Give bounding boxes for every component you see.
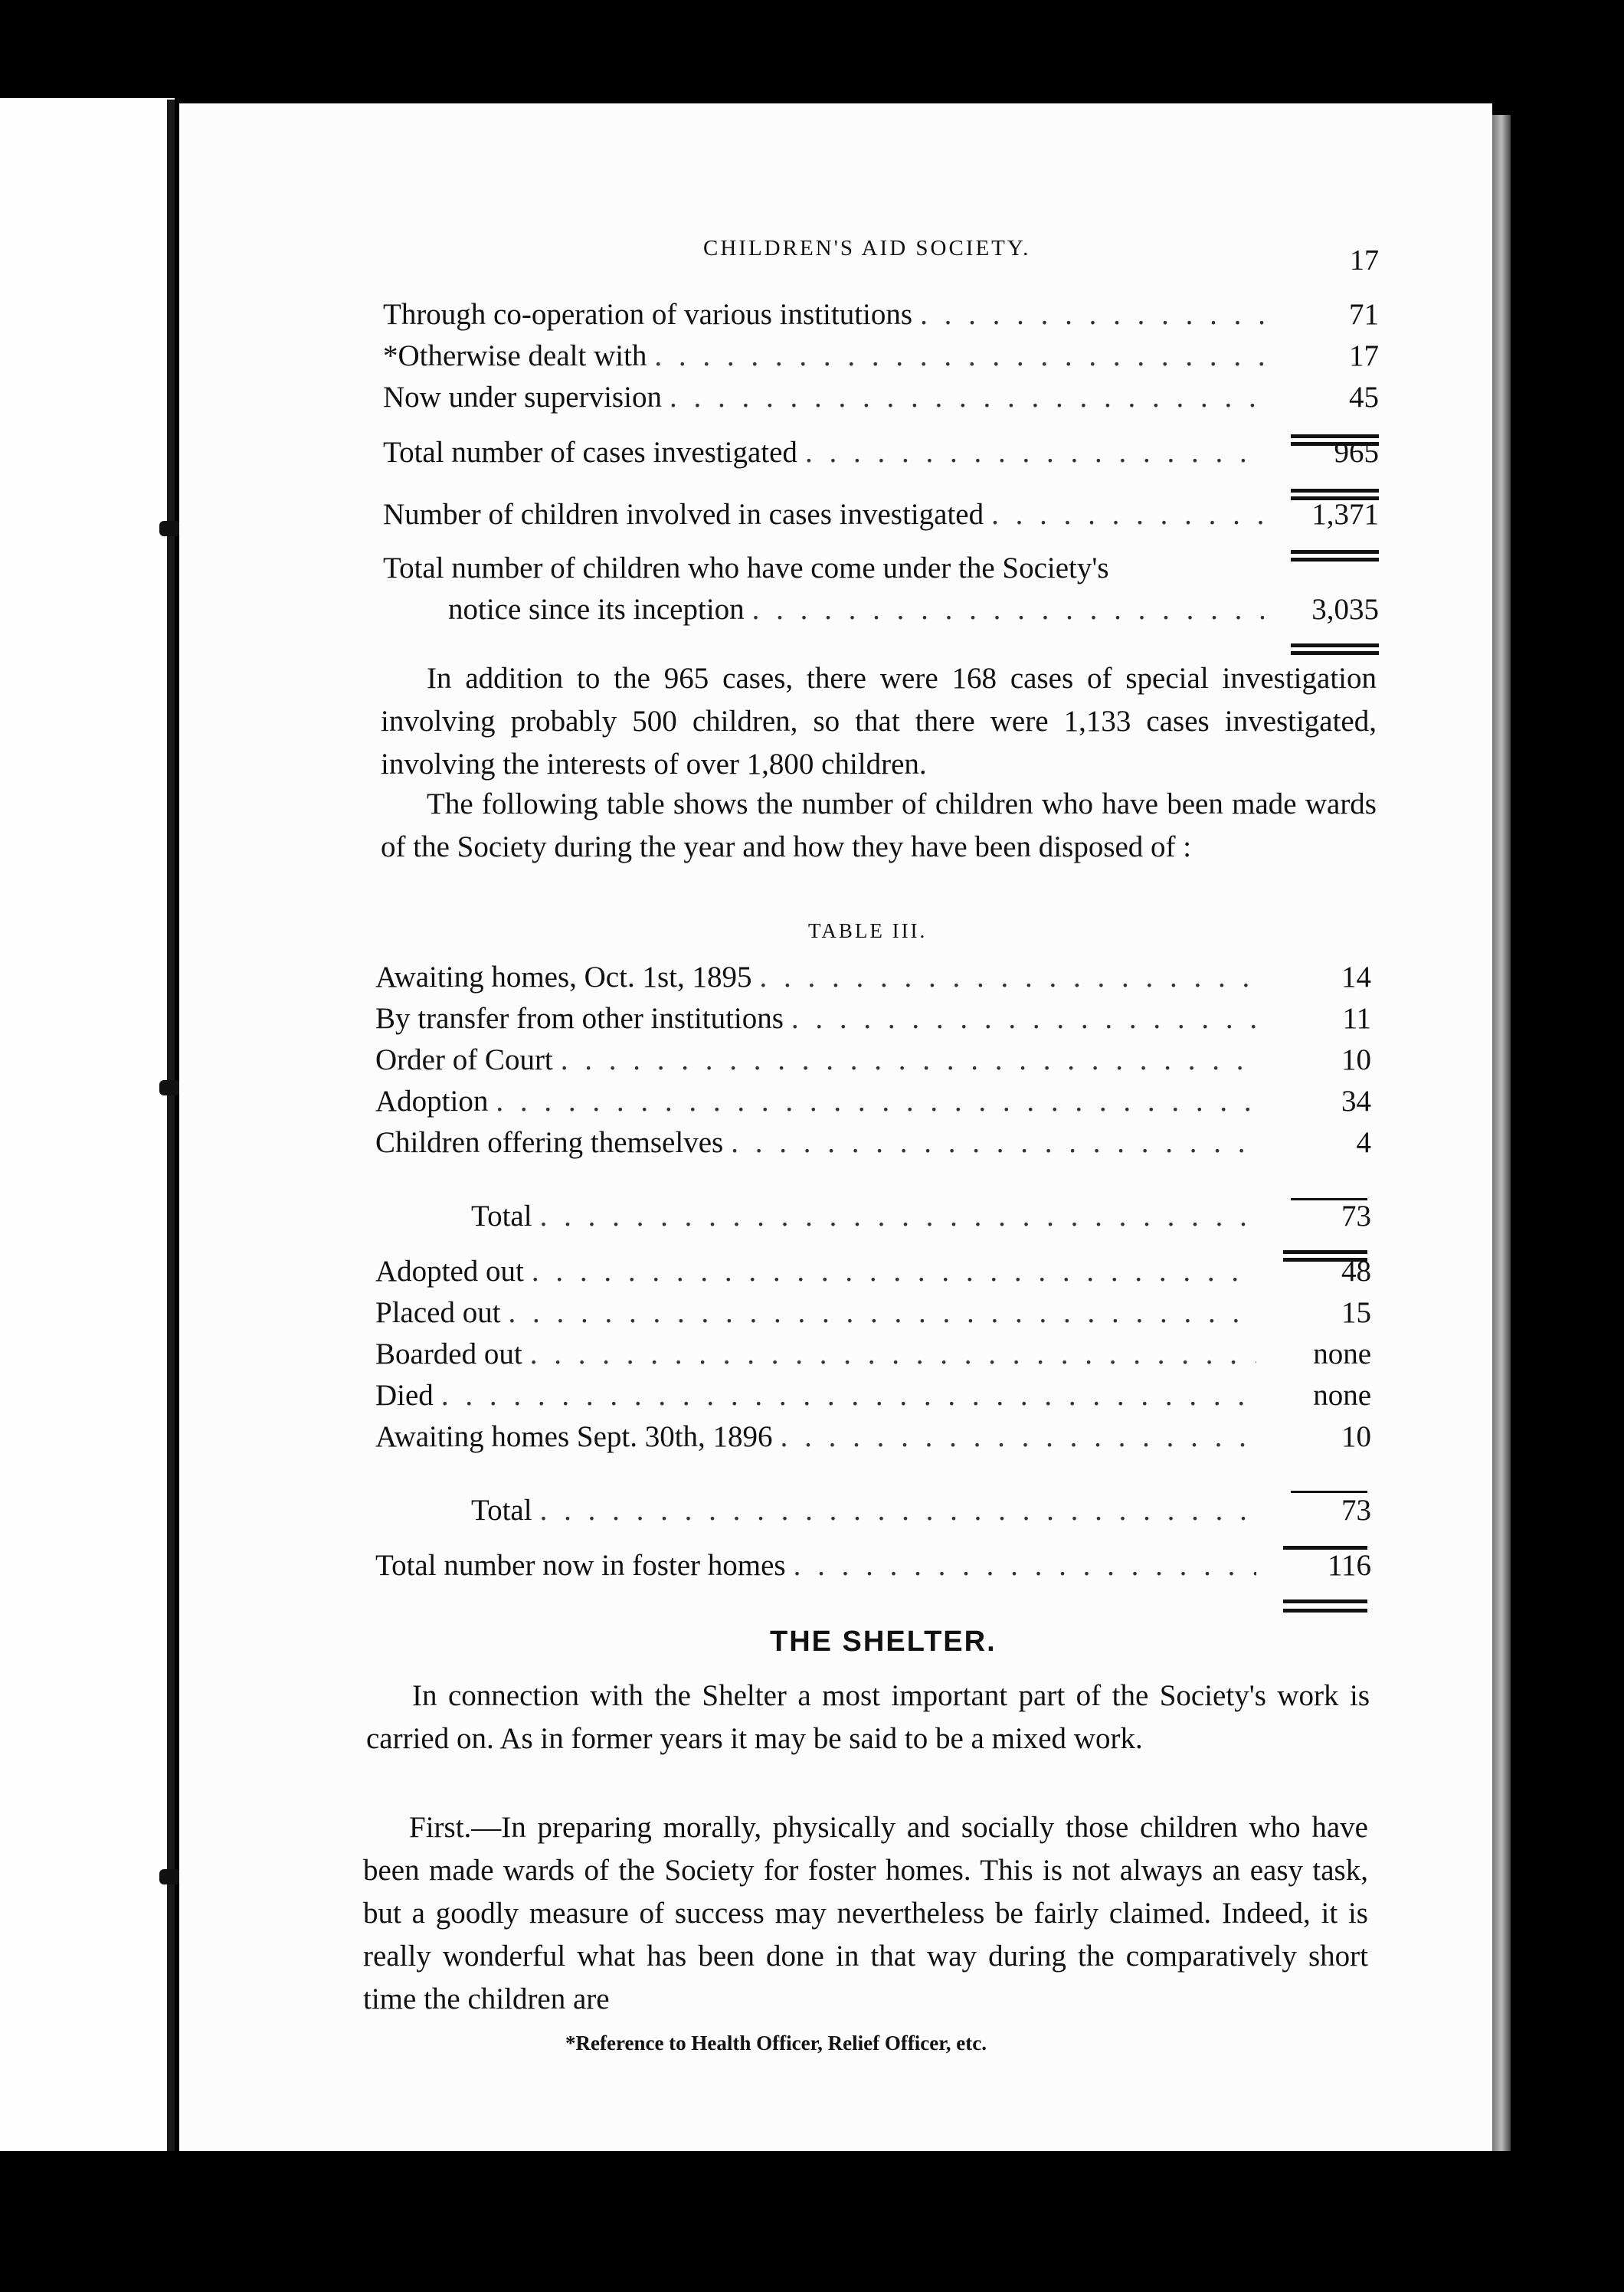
page-number: 17 xyxy=(1350,244,1379,277)
rule xyxy=(1283,1609,1367,1613)
page-edge xyxy=(1492,115,1511,2153)
paragraph: First.—In preparing morally, physically and socially those children who have been made wards of the Society for foster homes. This is not always an easy task, but a goodly measure of success may nevertheless be fairly claimed. Indeed, it is really wonderful what has been done in that way during the comparatively short time the children are xyxy=(363,1811,1368,2015)
paragraph: The following table shows the number of children who have been made wards of the Society during the year and how they have been disposed of : xyxy=(381,787,1377,863)
table-row: Order of Court . . . 10 xyxy=(375,1042,1371,1079)
table-title: TABLE III. xyxy=(808,919,928,942)
binding-gutter xyxy=(167,100,175,2153)
summary-row: Total number of cases investigated . . . 965 xyxy=(383,434,1379,471)
footnote: *Reference to Health Officer, Relief Officer, etc. xyxy=(565,2032,987,2055)
table-row: Boarded out . . . none xyxy=(375,1336,1371,1373)
table-row: Awaiting homes, Oct. 1st, 1895 . . . 14 xyxy=(375,959,1371,996)
table-total-row: Total number now in foster homes . . . 116 xyxy=(375,1547,1371,1584)
binding-stitch xyxy=(159,1869,181,1884)
table-row: Adopted out . . . 48 xyxy=(375,1253,1371,1290)
paragraph: In connection with the Shelter a most important part of the Society's work is carried on. As in former years it may be said to be a mixed work. xyxy=(366,1679,1370,1755)
summary-row: notice since its inception . . . 3,035 xyxy=(448,591,1379,628)
table-row: Adoption . . . 34 xyxy=(375,1083,1371,1120)
left-page-sliver xyxy=(0,98,175,2151)
running-title: CHILDREN'S AID SOCIETY. xyxy=(703,236,1031,260)
section-heading: THE SHELTER. xyxy=(770,1626,997,1658)
table-row: By transfer from other institutions . . . 11 xyxy=(375,1000,1371,1037)
paragraph: In addition to the 965 cases, there were 168 cases of special investigation involving probably 500 children, so that there were 1,133 cases investigated, involving the interests of over 1,800 children. xyxy=(381,662,1377,781)
summary-row: Now under supervision . . . 45 xyxy=(383,379,1379,416)
table-row: Children offering themselves . . . 4 xyxy=(375,1125,1371,1161)
table-total-row: Total . . . 73 xyxy=(471,1198,1371,1235)
summary-row: *Otherwise dealt with . . . 17 xyxy=(383,338,1379,375)
summary-row: Total number of children who have come under the Society's xyxy=(383,552,1109,584)
table-row: Placed out . . . 15 xyxy=(375,1295,1371,1331)
binding-stitch xyxy=(159,1080,181,1095)
table-row: Died . . . none xyxy=(375,1377,1371,1414)
table-total-row: Total . . . 73 xyxy=(471,1492,1371,1529)
binding-stitch xyxy=(159,521,181,536)
summary-row: Through co-operation of various institutions . . . 71 xyxy=(383,296,1379,333)
table-row: Awaiting homes Sept. 30th, 1896 . . . 10 xyxy=(375,1419,1371,1455)
rule xyxy=(1283,1599,1367,1603)
summary-row: Number of children involved in cases investigated . . . 1,371 xyxy=(383,496,1379,533)
